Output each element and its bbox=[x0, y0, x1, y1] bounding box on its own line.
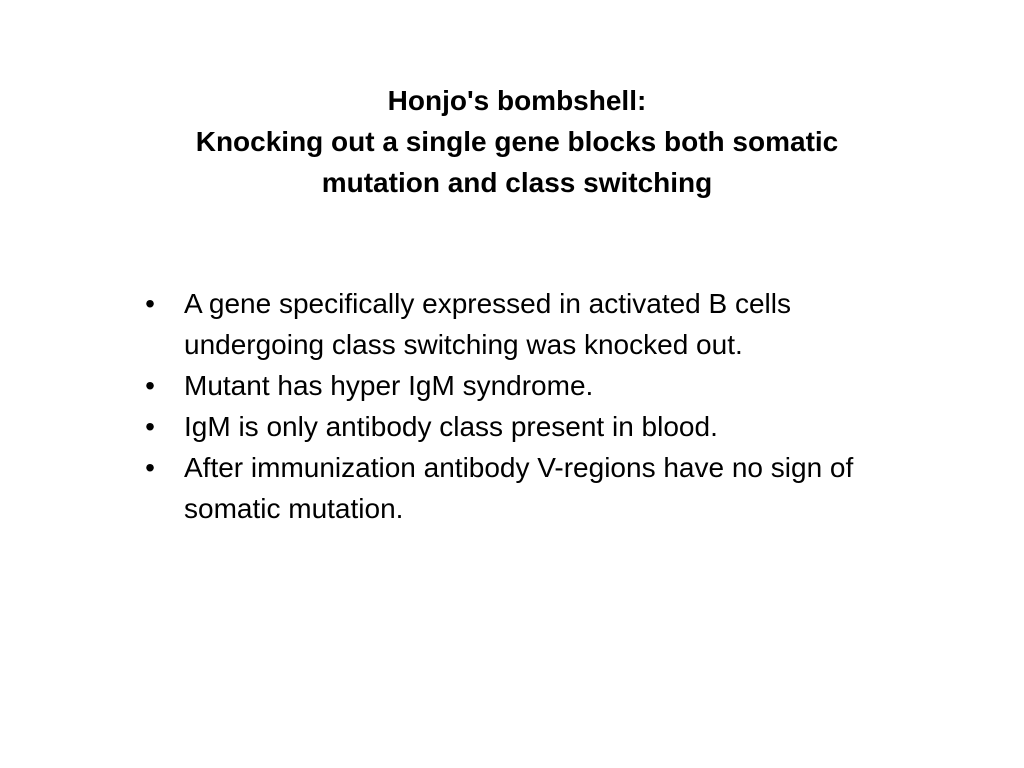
title-line-1: Honjo's bombshell: bbox=[387, 85, 647, 116]
bullet-text: A gene specifically expressed in activated B cells undergoing class switching was knocked out. bbox=[184, 288, 791, 360]
bullet-text: IgM is only antibody class present in blood. bbox=[184, 411, 718, 442]
bullet-text: After immunization antibody V-regions have no sign of somatic mutation. bbox=[184, 452, 854, 524]
title-line-3: mutation and class switching bbox=[321, 167, 713, 198]
bullet-icon: • bbox=[145, 452, 155, 483]
slide-title bbox=[100, 80, 934, 203]
bullet-item bbox=[140, 365, 910, 406]
bullet-icon: • bbox=[145, 411, 155, 442]
bullet-text: Mutant has hyper IgM syndrome. bbox=[184, 370, 594, 401]
title-line-2: Knocking out a single gene blocks both somatic bbox=[195, 126, 839, 157]
bullet-list bbox=[140, 283, 910, 529]
bullet-icon: • bbox=[145, 370, 155, 401]
bullet-icon: • bbox=[145, 288, 155, 319]
bullet-item bbox=[140, 283, 910, 365]
bullet-item bbox=[140, 406, 910, 447]
bullet-item bbox=[140, 447, 910, 529]
